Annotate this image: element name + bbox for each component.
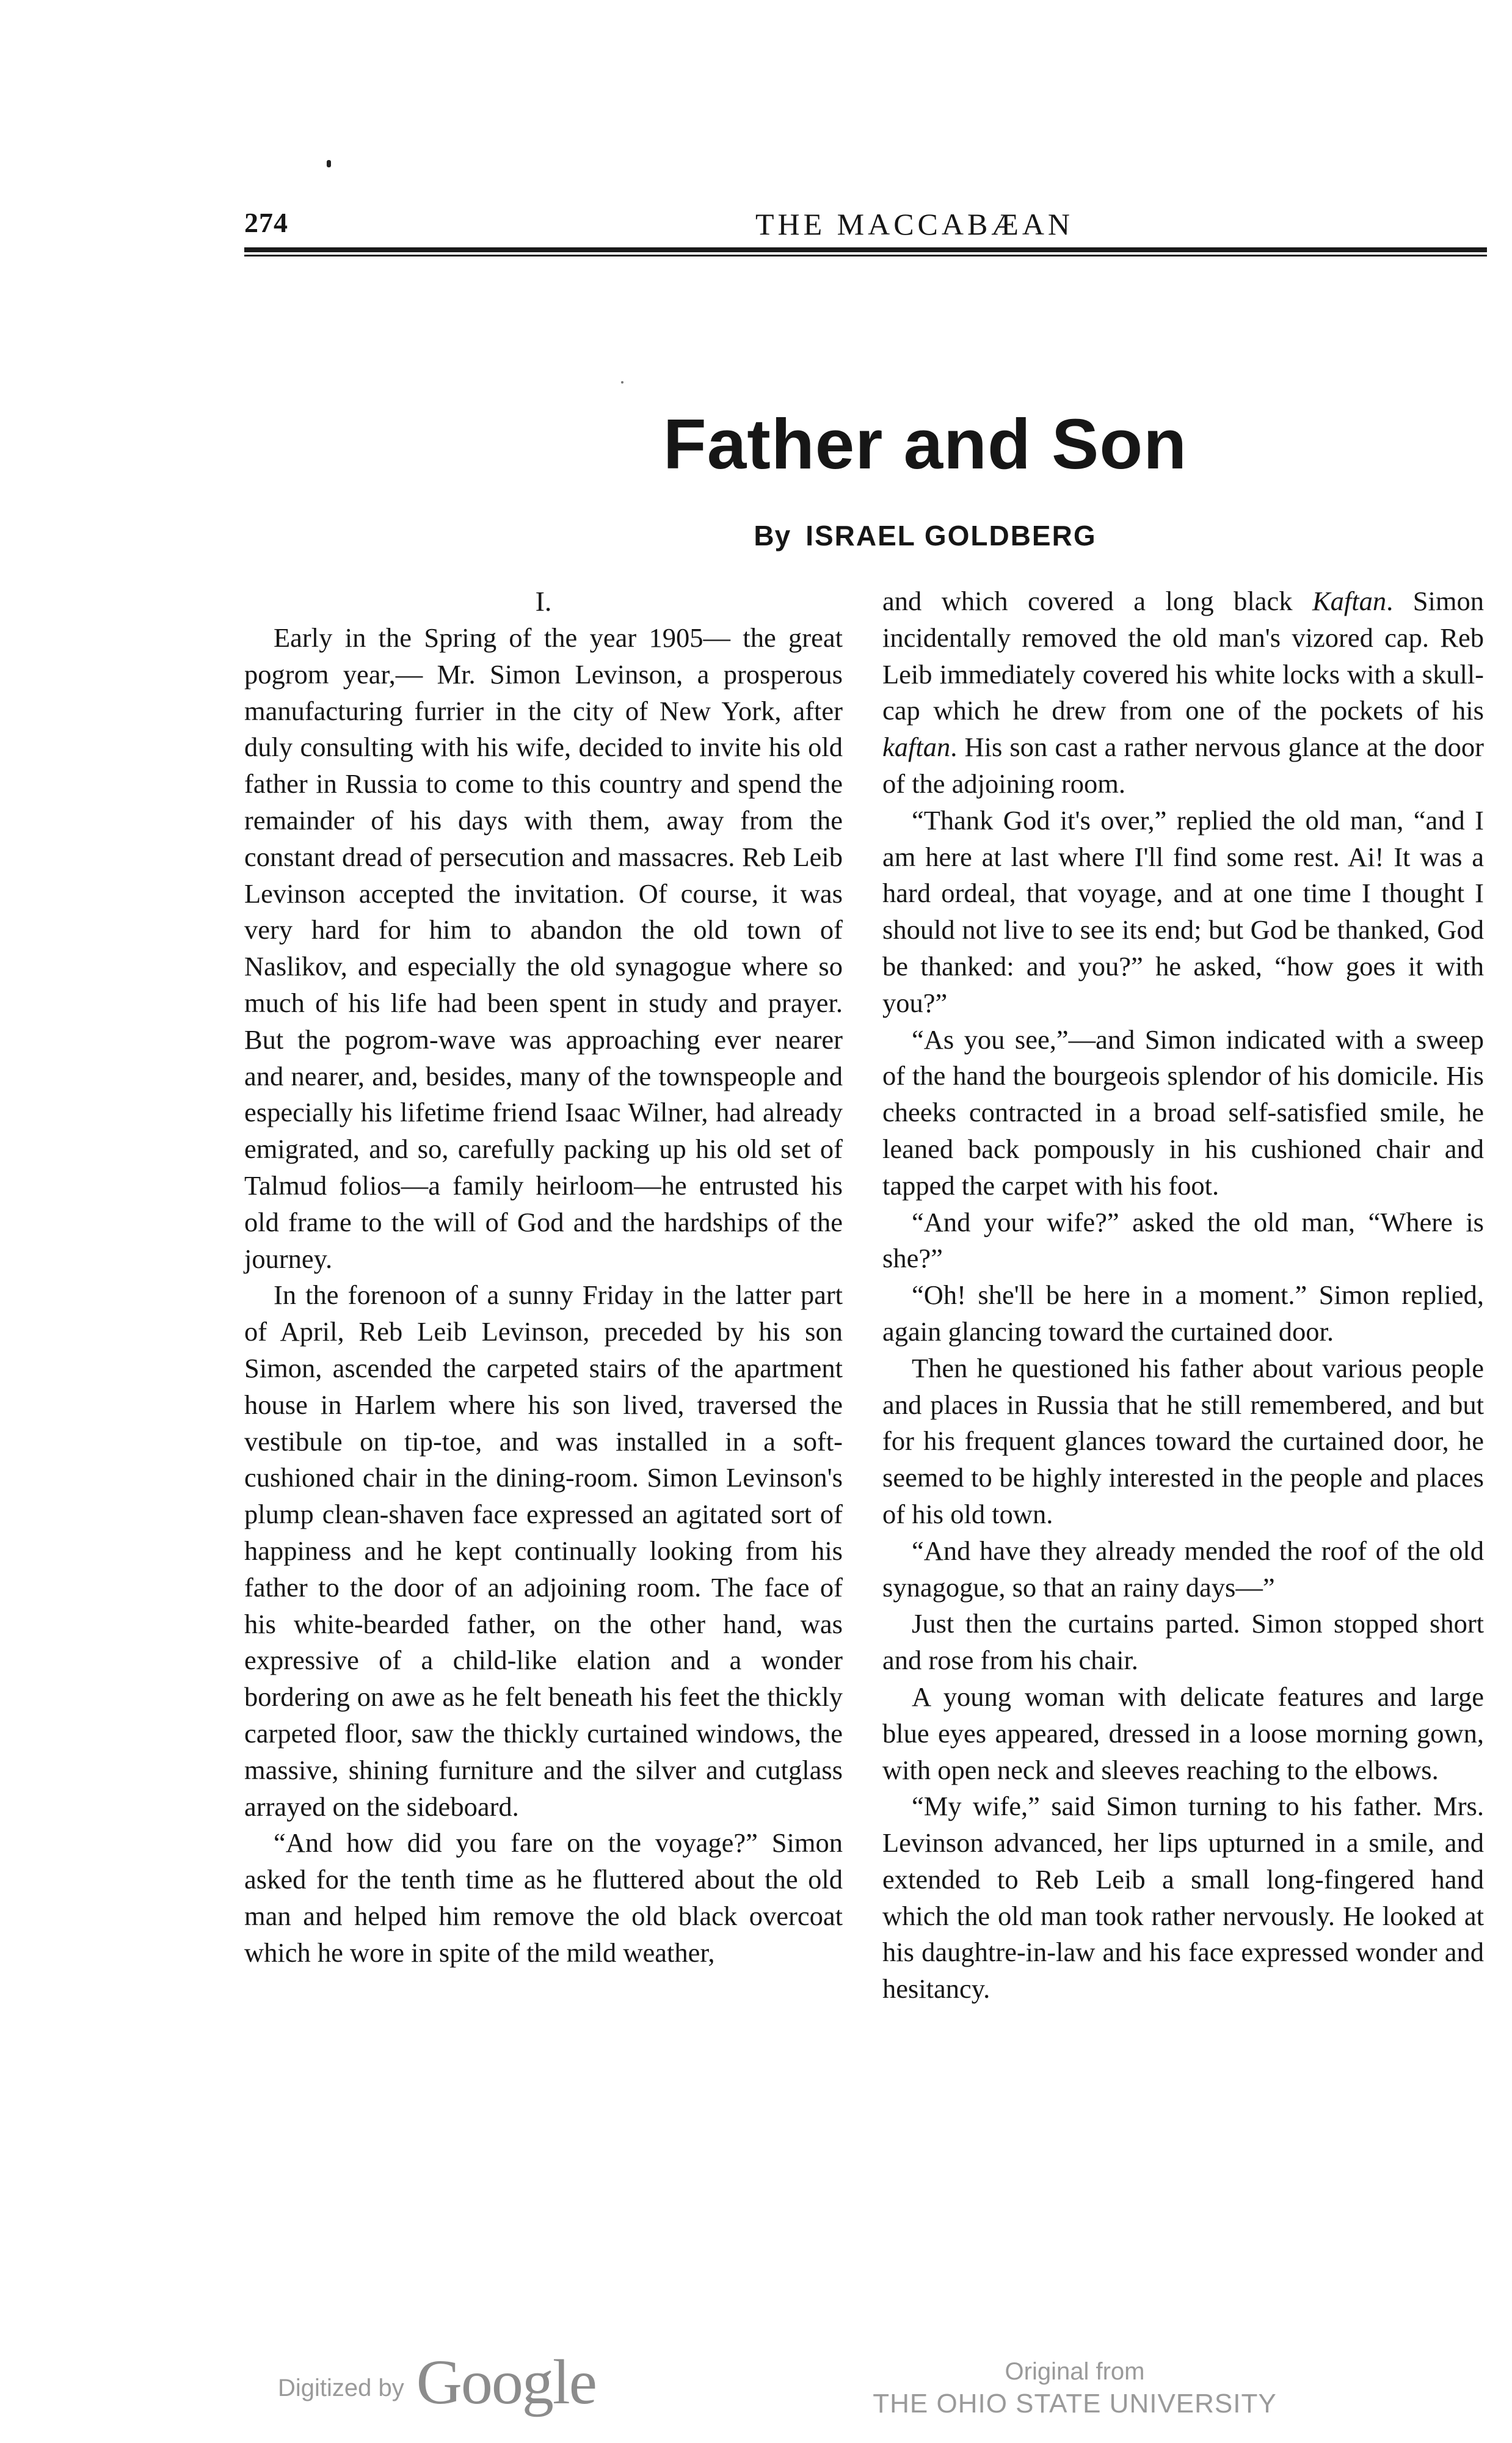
paragraph: A young woman with delicate features and large blue eyes appeared, dressed in a loose morning gown, with open neck and sleeves reaching to the elbows. — [882, 1681, 1484, 1785]
digitization-credit — [278, 2348, 596, 2416]
paragraph: In the forenoon of a sunny Friday in the latter part of April, Reb Leib Levinson, preceded by his son Simon, ascended the carpeted stairs of the apartment house in Harlem where his son lived, traversed the vestibule on tip-toe, and was installed in a soft-cushioned chair in the dining-room. Simon Levinson's plump clean-shaven face expressed an agitated sort of happiness and he kept continually looking from his father to the door of an adjoining room. The face of his white-bearded father, on the other hand, was expressive of a child-like elation and a wonder bordering on awe as he felt beneath his feet the thickly carpeted floor, saw the thickly curtained windows, the massive, shining furniture and the silver and cutglass arrayed on the sideboard. — [244, 1280, 843, 1822]
journal-title: THE MACCABÆAN — [755, 207, 1074, 241]
paragraph: “Thank God it's over,” replied the old man, “and I am here at last where I'll find some rest. Ai! It was a hard ordeal, that voyage, and at one time I thought I should not live to see its end; but God be thanked, God be thanked: and you?” he asked, “how goes it with you?” — [882, 804, 1484, 1018]
header-rule-thick — [244, 247, 1487, 252]
byline-prefix: By — [754, 520, 791, 552]
original-from-label: Original from — [1005, 2358, 1145, 2385]
section-numeral: I. — [535, 586, 552, 617]
paragraph: “And have they already mended the roof of the old synagogue, so that an rainy days—” — [882, 1535, 1484, 1603]
byline — [244, 519, 1487, 552]
text-run: and which covered a long black — [882, 586, 1312, 616]
ink-speck — [327, 160, 331, 167]
source-credit — [867, 2356, 1282, 2421]
text-run: . His son cast a rather nervous glance at the door of the adjoining room. — [882, 732, 1484, 799]
header-rule-thin — [244, 255, 1487, 257]
italic-word: kaftan — [882, 732, 951, 763]
running-head — [244, 206, 1487, 243]
paragraph: “And your wife?” asked the old man, “Where is she?” — [882, 1206, 1484, 1274]
paragraph: “My wife,” said Simon turning to his father. Mrs. Levinson advanced, her lips upturned in a smile, and extended to Reb Leib a small long-fingered hand which the old man took rather nervously. He looked at his daughtre-in-law and his face expressed wonder and hesitancy. — [882, 1791, 1484, 2004]
text-run: . Simon incidentally removed the old man's vizored cap. Reb Leib immediately covered his white locks with a skull-cap which he drew from one of the pockets of his — [882, 586, 1484, 726]
paragraph: “Oh! she'll be here in a moment.” Simon replied, again glancing toward the curtained door. — [882, 1280, 1484, 1347]
google-logo: Google — [416, 2347, 596, 2417]
paragraph: Early in the Spring of the year 1905— the great pogrom year,— Mr. Simon Levinson, a prosperous manufacturing furrier in the city of New York, after duly consulting with his wife, decided to invite his old father in Russia to come to this country and spend the remainder of his days with them, away from the constant dread of persecution and massacres. Reb Leib Levinson accepted the invitation. Of course, it was very hard for him to abandon the old town of Naslikov, and especially the old synagogue where so much of his life had been spent in study and prayer. But the pogrom-wave was approaching ever nearer and nearer, and, besides, many of the townspeople and especially his lifetime friend Isaac Wilner, had already emigrated, and so, carefully packing up his old set of Talmud folios—a family heirloom—he entrusted his old frame to the will of God and the hardships of the journey. — [244, 622, 843, 1274]
italic-word: Kaftan — [1312, 586, 1387, 616]
author-name: ISRAEL GOLDBERG — [805, 520, 1097, 552]
left-column — [244, 583, 843, 1971]
paragraph: Just then the curtains parted. Simon stopped short and rose from his chair. — [882, 1608, 1484, 1676]
paragraph: Then he questioned his father about various people and places in Russia that he still remembered, and but for his frequent glances toward the curtained door, he seemed to be highly interested in the people and places of his old town. — [882, 1352, 1484, 1529]
paragraph: “And how did you fare on the voyage?” Simon asked for the tenth time as he fluttered about the old man and helped him remove the old black overcoat which he wore in spite of the mild weather, — [244, 1827, 843, 1968]
right-column — [882, 583, 1484, 2008]
ink-speck — [621, 381, 623, 384]
digitized-by-label: Digitized by — [278, 2374, 404, 2401]
paragraph: “As you see,”—and Simon indicated with a sweep of the hand the bourgeois splendor of his domicile. His cheeks contracted in a broad self-satisfied smile, he leaned back pompously in his cushioned chair and tapped the carpet with his foot. — [882, 1024, 1484, 1201]
institution-name: THE OHIO STATE UNIVERSITY — [873, 2389, 1277, 2419]
page-number: 274 — [244, 207, 288, 238]
paragraph-continuation — [882, 583, 1484, 803]
article-title: Father and Son — [663, 404, 1188, 484]
